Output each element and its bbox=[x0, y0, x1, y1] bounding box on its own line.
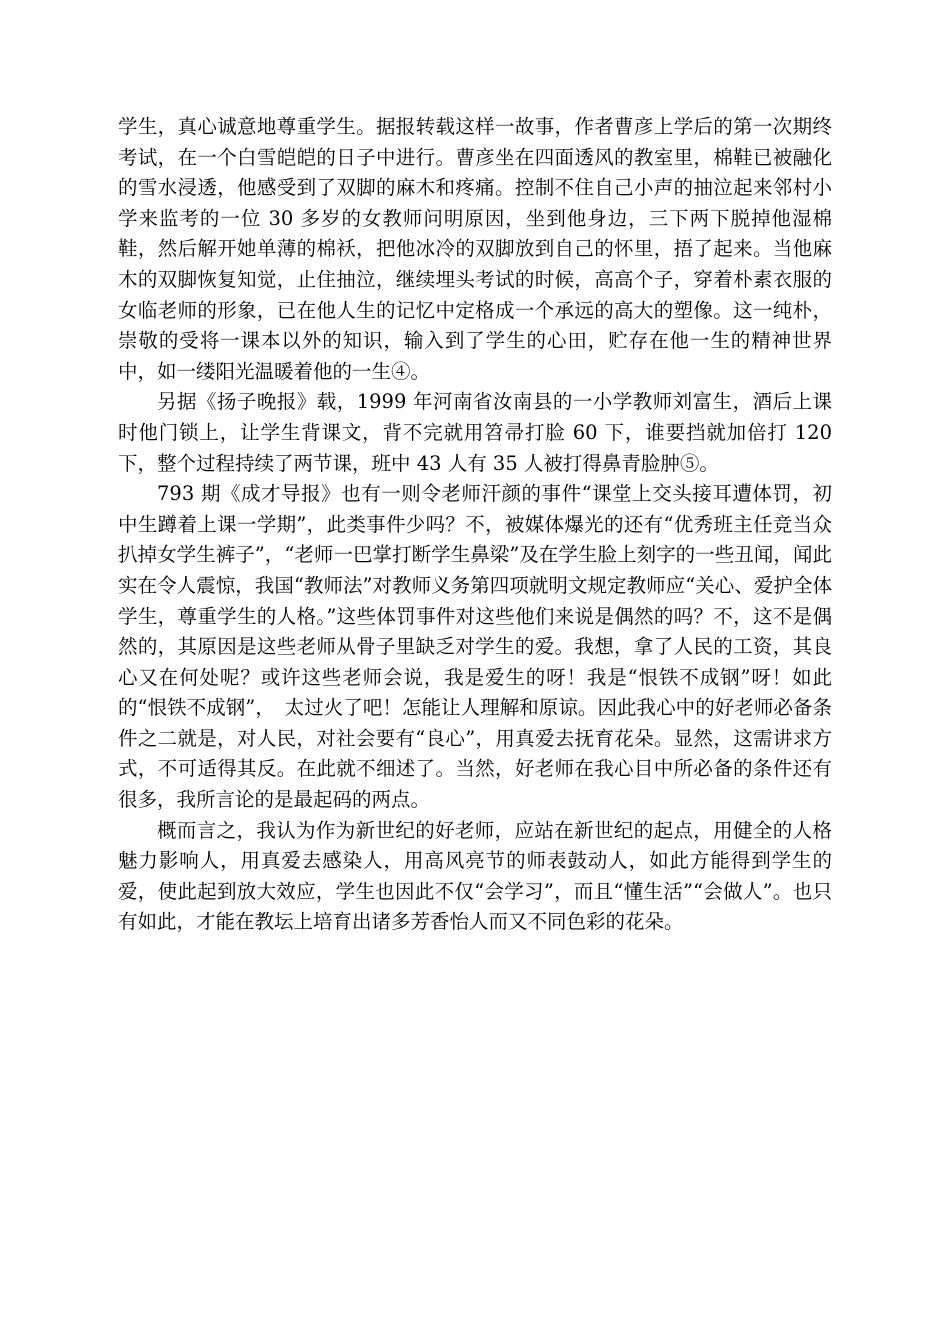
paragraph-2: 另据《扬子晚报》载，1999 年河南省汝南县的一小学教师刘富生，酒后上课时他门锁上，让学生背课文，背不完就用笤帚打脸 60 下，谁要挡就加倍打 120 下，整个过程持续了两节课，班中 43 人有 35 人被打得鼻青脸肿⑤。 bbox=[118, 390, 832, 475]
document-body bbox=[118, 112, 832, 938]
paragraph-1: 学生，真心诚意地尊重学生。据报转载这样一故事，作者曹彦上学后的第一次期终考试，在一个白雪皑皑的日子中进行。曹彦坐在四面透风的教室里，棉鞋已被融化的雪水浸透，他感受到了双脚的麻木和疼痛。控制不住自己小声的抽泣起来邻村小学来监考的一位 30 多岁的女教师问明原因，坐到他身边，三下两下脱掉他湿棉鞋，然后解开她单薄的棉袄，把他冰冷的双脚放到自己的怀里，捂了起来。当他麻木的双脚恢复知觉，止住抽泣，继续埋头考试的时候，高高个子，穿着朴素衣服的女临老师的形象，已在他人生的记忆中定格成一个承远的高大的塑像。这一纯朴，崇敬的受将一课本以外的知识，输入到了学生的心田，贮存在他一生的精神世界中，如一缕阳光温暖着他的一生④。 bbox=[118, 115, 832, 383]
paragraph-4: 概而言之，我认为作为新世纪的好老师，应站在新世纪的起点，用健全的人格魅力影响人，用真爱去感染人，用高风亮节的师表鼓动人，如此方能得到学生的爱，使此起到放大效应，学生也因此不仅“会学习”，而且“懂生活”“会做人”。也只有如此，才能在教坛上培育出诸多芳香怡人而又不同色彩的花朵。 bbox=[118, 818, 832, 934]
paragraph-3: 793 期《成才导报》也有一则令老师汗颜的事件“课堂上交头接耳遭体罚，初中生蹲着上课一学期”，此类事件少吗？不，被媒体爆光的还有“优秀班主任竞当众扒掉女学生裤子”，“老师一巴掌打断学生鼻梁”及在学生脸上刻字的一些丑闻，闻此实在令人震惊，我国“教师法”对教师义务第四项就明文规定教师应“关心、爱护全体学生，尊重学生的人格。”这些体罚事件对这些他们来说是偶然的吗？不，这不是偶然的，其原因是这些老师从骨子里缺乏对学生的爱。我想，拿了人民的工资，其良心又在何处呢？或许这些老师会说，我是爱生的呀！我是“恨铁不成钢”呀！如此的“恨铁不成钢”， 太过火了吧！怎能让人理解和原谅。因此我心中的好老师必备条件之二就是，对人民，对社会要有“良心”，用真爱去抚育花朵。显然，这需讲求方式，不可适得其反。在此就不细述了。当然，好老师在我心目中所必备的条件还有很多，我所言论的是最起码的两点。 bbox=[118, 482, 832, 812]
